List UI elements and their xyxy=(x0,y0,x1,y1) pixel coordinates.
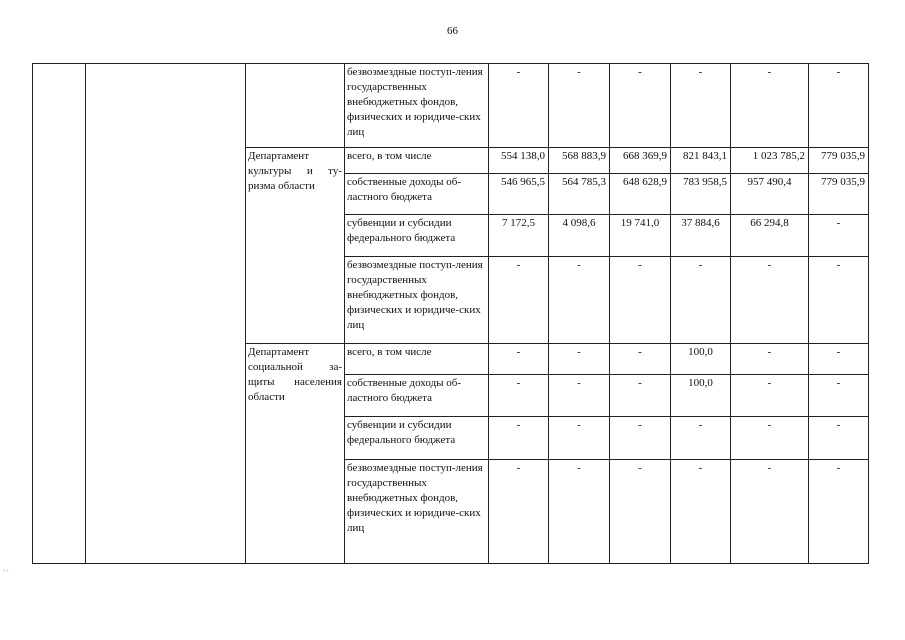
value-cell: 668 369,9 xyxy=(610,148,671,174)
value-cell: - xyxy=(731,375,809,417)
value-cell: - xyxy=(809,460,869,564)
value-cell: - xyxy=(549,417,610,460)
funding-source-cell: безвозмездные поступ-ления государственных внебюджетных фондов, физических и юридиче-ских лиц xyxy=(345,64,489,148)
funding-source-cell: собственные доходы об-ластного бюджета xyxy=(345,375,489,417)
value-cell: - xyxy=(809,344,869,375)
value-cell: - xyxy=(610,64,671,148)
value-cell: 66 294,8 xyxy=(731,215,809,257)
table-row xyxy=(33,64,869,148)
value-cell: - xyxy=(809,417,869,460)
value-cell: - xyxy=(809,375,869,417)
value-cell: - xyxy=(610,344,671,375)
budget-table xyxy=(32,63,869,564)
value-cell: - xyxy=(671,460,731,564)
value-cell: 7 172,5 xyxy=(489,215,549,257)
value-cell: - xyxy=(489,460,549,564)
empty-number-cell xyxy=(33,64,86,564)
value-cell: 783 958,5 xyxy=(671,174,731,215)
value-cell: - xyxy=(610,375,671,417)
funding-source-cell: всего, в том числе xyxy=(345,344,489,375)
value-cell: 779 035,9 xyxy=(809,148,869,174)
value-cell: - xyxy=(731,344,809,375)
value-cell: - xyxy=(489,344,549,375)
value-cell: - xyxy=(489,257,549,344)
value-cell: 564 785,3 xyxy=(549,174,610,215)
page-number: 66 xyxy=(447,25,458,37)
value-cell: - xyxy=(671,417,731,460)
value-cell: - xyxy=(731,460,809,564)
value-cell: - xyxy=(610,417,671,460)
value-cell: - xyxy=(549,375,610,417)
value-cell: - xyxy=(671,64,731,148)
funding-source-cell: субвенции и субсидии федерального бюджета xyxy=(345,417,489,460)
table-body xyxy=(33,64,869,564)
value-cell: 779 035,9 xyxy=(809,174,869,215)
value-cell: - xyxy=(489,64,549,148)
value-cell: - xyxy=(549,344,610,375)
value-cell: - xyxy=(731,257,809,344)
value-cell: - xyxy=(549,257,610,344)
value-cell: 100,0 xyxy=(671,344,731,375)
value-cell: - xyxy=(489,417,549,460)
value-cell: 568 883,9 xyxy=(549,148,610,174)
empty-program-cell xyxy=(86,64,246,564)
value-cell: - xyxy=(489,375,549,417)
value-cell: - xyxy=(549,460,610,564)
value-cell: - xyxy=(671,257,731,344)
value-cell: 554 138,0 xyxy=(489,148,549,174)
value-cell: - xyxy=(809,215,869,257)
empty-department-cell xyxy=(246,64,345,148)
value-cell: 957 490,4 xyxy=(731,174,809,215)
value-cell: 37 884,6 xyxy=(671,215,731,257)
department-name-social: Департамент социальной за-щиты населения области xyxy=(246,344,345,564)
value-cell: 100,0 xyxy=(671,375,731,417)
funding-source-cell: субвенции и субсидии федерального бюджета xyxy=(345,215,489,257)
value-cell: - xyxy=(549,64,610,148)
funding-source-cell: безвозмездные поступ-ления государственных внебюджетных фондов, физических и юридиче-ских лиц xyxy=(345,257,489,344)
value-cell: 546 965,5 xyxy=(489,174,549,215)
funding-source-cell: безвозмездные поступ-ления государственных внебюджетных фондов, физических и юридиче-ских лиц xyxy=(345,460,489,564)
department-name-culture: Департамент культуры и ту-ризма области xyxy=(246,148,345,344)
funding-source-cell: всего, в том числе xyxy=(345,148,489,174)
value-cell: 821 843,1 xyxy=(671,148,731,174)
value-cell: - xyxy=(610,460,671,564)
value-cell: 1 023 785,2 xyxy=(731,148,809,174)
value-cell: - xyxy=(731,64,809,148)
value-cell: - xyxy=(809,64,869,148)
funding-source-cell: собственные доходы об-ластного бюджета xyxy=(345,174,489,215)
value-cell: - xyxy=(731,417,809,460)
margin-mark: ⸗ ⸗ xyxy=(3,568,9,574)
value-cell: 19 741,0 xyxy=(610,215,671,257)
value-cell: - xyxy=(610,257,671,344)
value-cell: 4 098,6 xyxy=(549,215,610,257)
value-cell: 648 628,9 xyxy=(610,174,671,215)
value-cell: - xyxy=(809,257,869,344)
